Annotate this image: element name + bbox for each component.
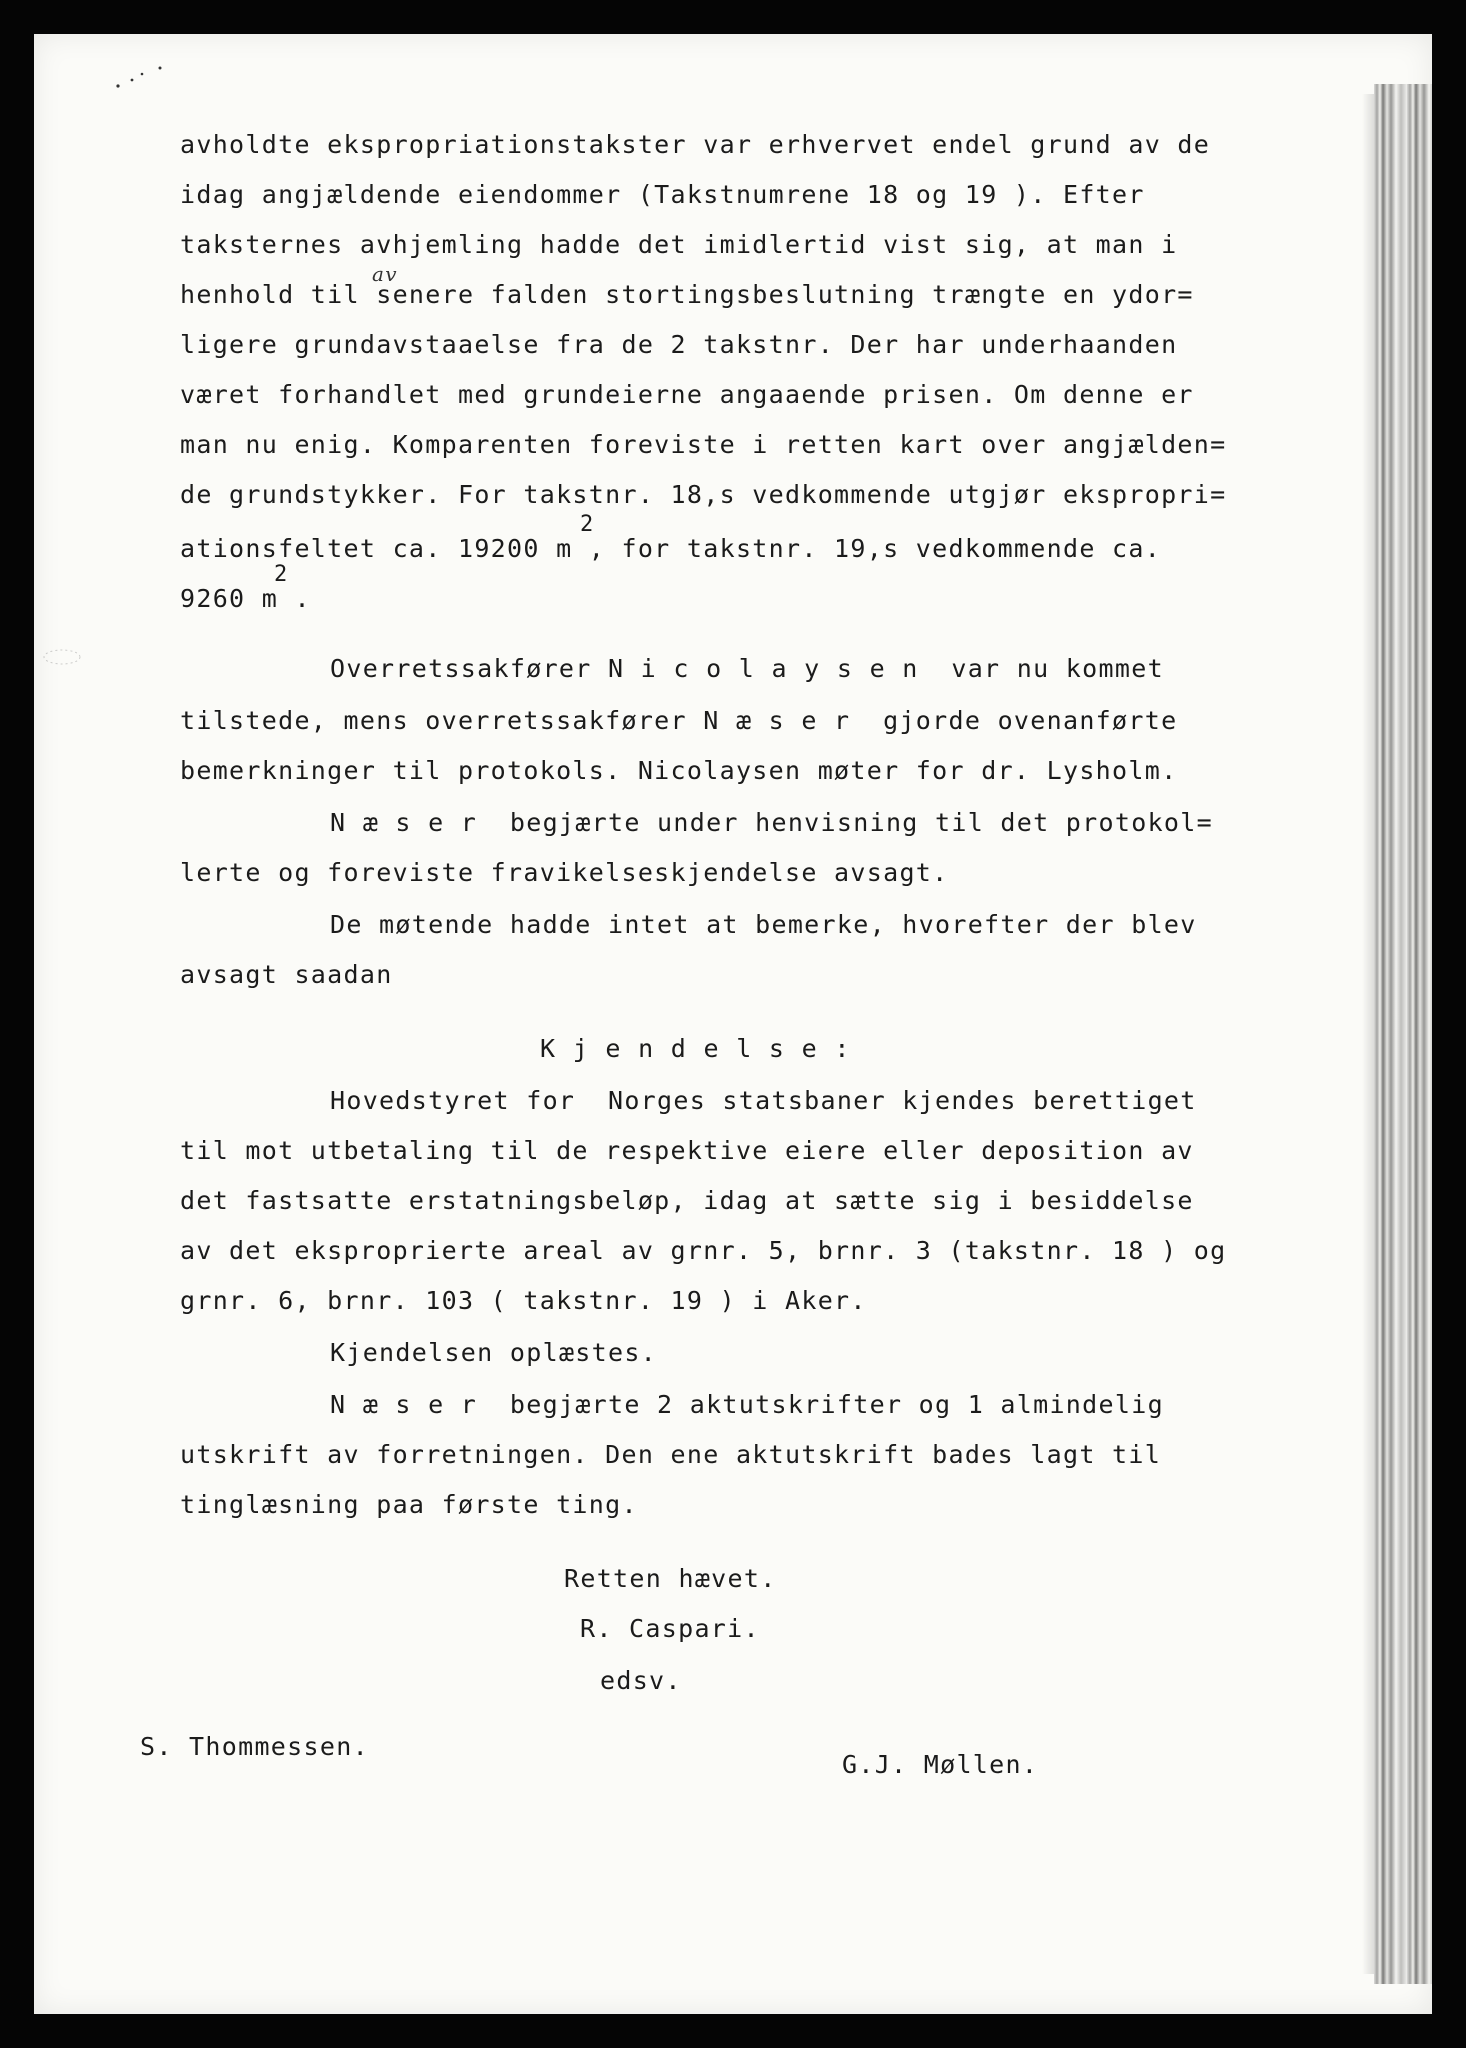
text-line: taksternes avhjemling hadde det imidlertid vist sig, at man i bbox=[180, 230, 1178, 259]
closing-line: Retten hævet. bbox=[564, 1564, 777, 1593]
text-line: utskrift av forretningen. Den ene aktutskrift bades lagt til bbox=[180, 1440, 1162, 1469]
typed-text-body bbox=[34, 34, 1432, 2014]
text-line: av det eksproprierte areal av grnr. 5, brnr. 3 (takstnr. 18 ) og bbox=[180, 1236, 1227, 1265]
text-line: det fastsatte erstatningsbeløp, idag at sætte sig i besiddelse bbox=[180, 1186, 1194, 1215]
text-line: N æ s e r begjærte under henvisning til det protokol= bbox=[330, 808, 1213, 837]
text-line: bemerkninger til protokols. Nicolaysen møter for dr. Lysholm. bbox=[180, 756, 1178, 785]
document-page bbox=[34, 34, 1432, 2014]
superscript-2: 2 bbox=[580, 512, 595, 537]
judge-name: R. Caspari. bbox=[580, 1614, 760, 1643]
signature-right: G.J. Møllen. bbox=[842, 1750, 1039, 1779]
closing-line: edsv. bbox=[600, 1666, 682, 1695]
text-line: avholdte ekspropriationstakster var erhvervet endel grund av de bbox=[180, 130, 1211, 159]
text-line: N æ s e r begjærte 2 aktutskrifter og 1 almindelig bbox=[330, 1390, 1164, 1419]
text-line: henhold til senere falden stortingsbeslutning trængte en ydor= bbox=[180, 280, 1194, 309]
text-line: til mot utbetaling til de respektive eiere eller deposition av bbox=[180, 1136, 1194, 1165]
text-line: ligere grundavstaaelse fra de 2 takstnr. Der har underhaanden bbox=[180, 330, 1178, 359]
text-line: været forhandlet med grundeierne angaaende prisen. Om denne er bbox=[180, 380, 1194, 409]
binding-shadow bbox=[1362, 94, 1374, 1974]
text-line: lerte og foreviste fravikelseskjendelse avsagt. bbox=[180, 858, 949, 887]
text-line: avsagt saadan bbox=[180, 960, 393, 989]
text-line: Kjendelsen oplæstes. bbox=[330, 1338, 658, 1367]
text-line: De møtende hadde intet at bemerke, hvorefter der blev bbox=[330, 910, 1197, 939]
superscript-2: 2 bbox=[274, 562, 289, 587]
text-line: Hovedstyret for Norges statsbaner kjendes berettiget bbox=[330, 1086, 1197, 1115]
text-line: tinglæsning paa første ting. bbox=[180, 1490, 638, 1519]
heading-kjendelse: K j e n d e l s e : bbox=[540, 1034, 851, 1063]
text-line: Overretssakfører N i c o l a y s e n var nu kommet bbox=[330, 654, 1164, 683]
binding-edge bbox=[1374, 84, 1432, 1984]
text-line: grnr. 6, brnr. 103 ( takstnr. 19 ) i Aker. bbox=[180, 1286, 867, 1315]
text-line: tilstede, mens overretssakfører N æ s e r gjorde ovenanførte bbox=[180, 706, 1178, 735]
text-line: man nu enig. Komparenten foreviste i retten kart over angjælden= bbox=[180, 430, 1227, 459]
text-line: de grundstykker. For takstnr. 18,s vedkommende utgjør ekspropri= bbox=[180, 480, 1227, 509]
text-line: 9260 m . bbox=[180, 584, 311, 613]
signature-left: S. Thommessen. bbox=[140, 1732, 369, 1761]
text-line: ationsfeltet ca. 19200 m , for takstnr. 19,s vedkommende ca. bbox=[180, 534, 1162, 563]
handwritten-insert: av bbox=[372, 262, 398, 286]
text-line: idag angjældende eiendommer (Takstnumrene 18 og 19 ). Efter bbox=[180, 180, 1145, 209]
